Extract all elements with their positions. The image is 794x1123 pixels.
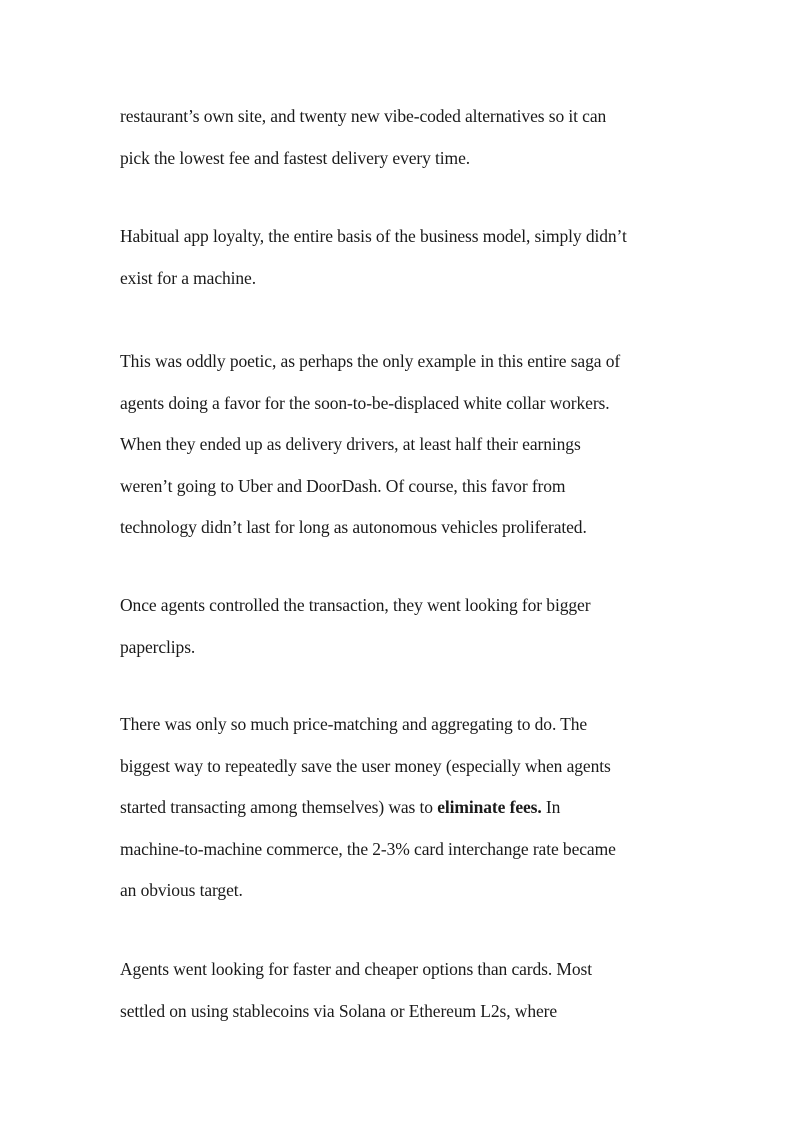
text-run: In — [541, 797, 561, 817]
paragraph — [120, 96, 680, 179]
text-line: There was only so much price-matching and aggregating to do. The — [120, 714, 588, 734]
text-line: settled on using stablecoins via Solana or Ethereum L2s, where — [120, 1000, 558, 1021]
paragraph — [120, 585, 680, 668]
paragraph — [120, 341, 680, 549]
text-line: pick the lowest fee and fastest delivery every time. — [120, 147, 471, 168]
text-line: machine-to-machine commerce, the 2-3% card interchange rate became — [120, 838, 616, 859]
bold-emphasis: eliminate fees. — [437, 797, 542, 817]
text-line: When they ended up as delivery drivers, at least half their earnings — [120, 434, 581, 454]
text-line: biggest way to repeatedly save the user money (especially when agents — [120, 755, 611, 776]
paragraph — [120, 216, 680, 299]
text-line: Habitual app loyalty, the entire basis of the business model, simply didn’t — [120, 226, 627, 246]
text-line: paperclips. — [120, 636, 196, 657]
paragraph — [120, 704, 680, 912]
text-line: exist for a machine. — [120, 267, 257, 288]
text-line: restaurant’s own site, and twenty new vibe-coded alternatives so it can — [120, 106, 607, 126]
text-line: weren’t going to Uber and DoorDash. Of course, this favor from — [120, 475, 566, 496]
text-line: Agents went looking for faster and cheaper options than cards. Most — [120, 959, 592, 979]
text-line: This was oddly poetic, as perhaps the only example in this entire saga of — [120, 351, 621, 371]
text-line: agents doing a favor for the soon-to-be-displaced white collar workers. — [120, 392, 610, 413]
text-line: an obvious target. — [120, 880, 243, 900]
text-run: started transacting among themselves) was to — [120, 797, 438, 817]
text-line-with-emphasis — [120, 787, 680, 829]
paragraph — [120, 949, 680, 1032]
text-line: technology didn’t last for long as autonomous vehicles proliferated. — [120, 517, 587, 537]
text-line: Once agents controlled the transaction, they went looking for bigger — [120, 595, 591, 615]
